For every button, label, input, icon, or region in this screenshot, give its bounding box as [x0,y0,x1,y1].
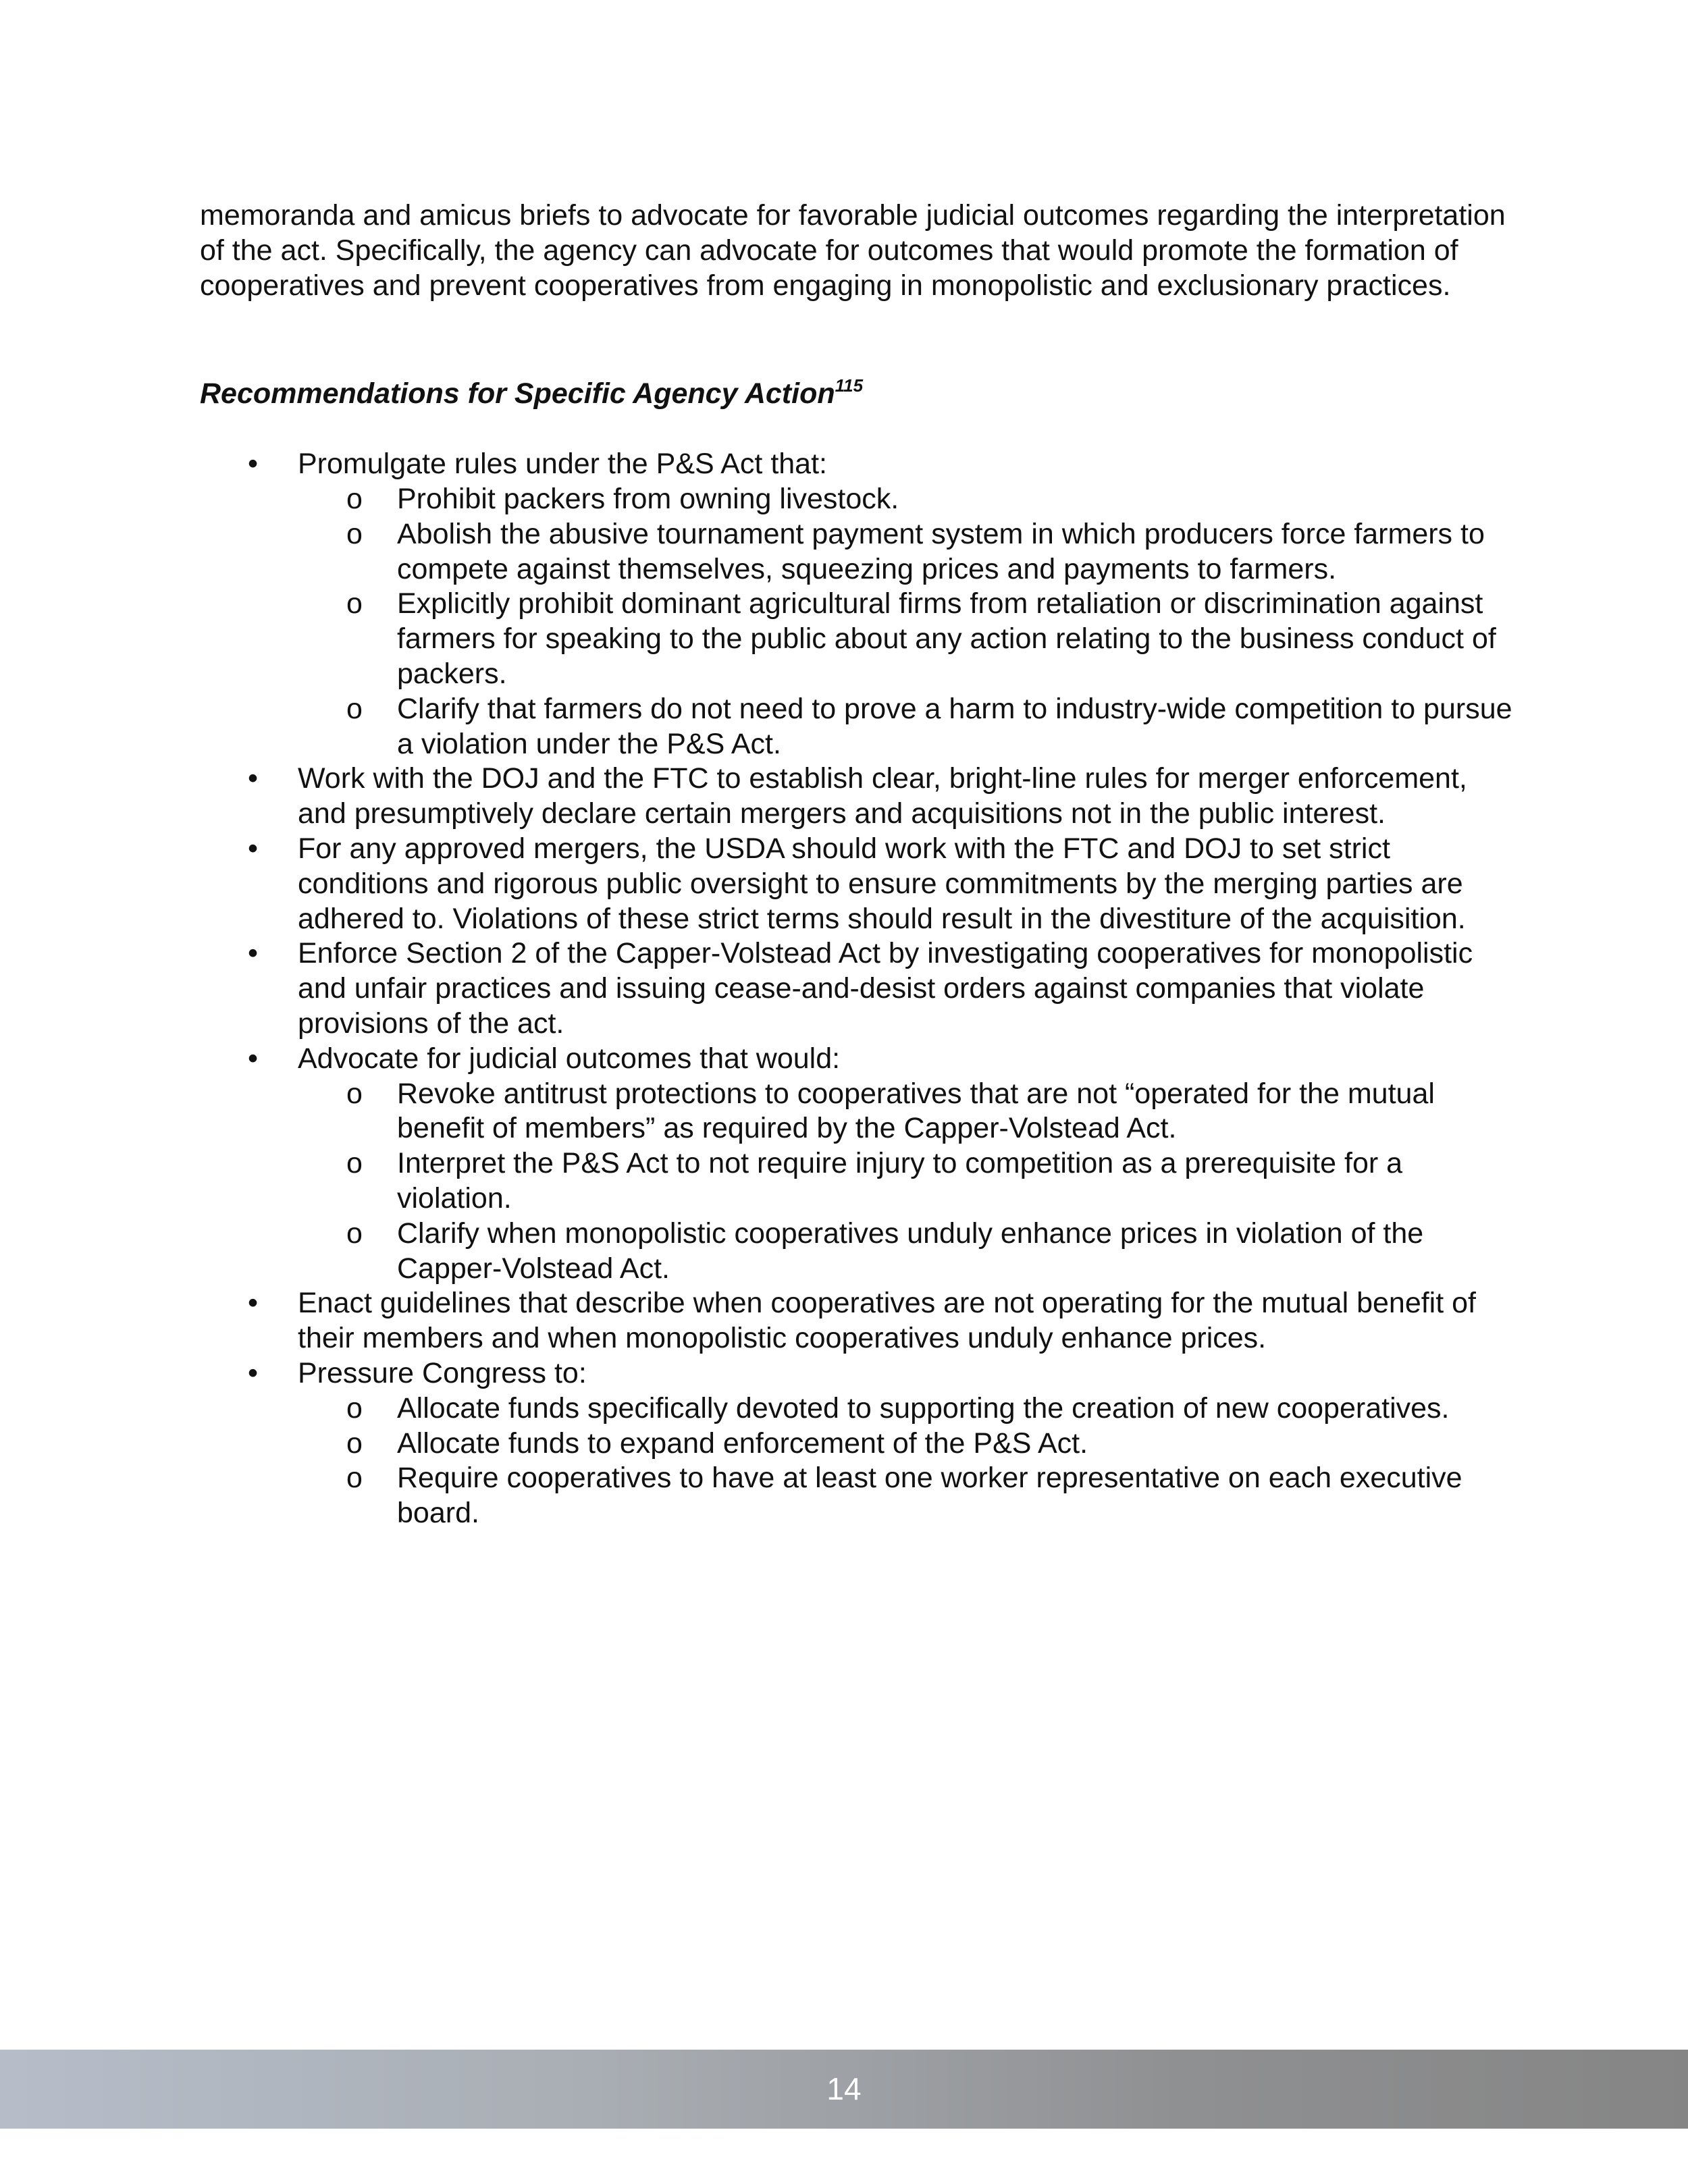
sub-item: o Explicitly prohibit dominant agricultural firms from retaliation or discrimination against farmers for speaking to the public about any action relating to the business conduct of packers. [298,587,1516,691]
sub-item: o Interpret the P&S Act to not require injury to competition as a prerequisite for a violation. [298,1146,1516,1217]
sub-item: o Clarify that farmers do not need to prove a harm to industry-wide competition to pursue a violation under the P&S Act. [298,692,1516,762]
recommendation-item [200,1042,1516,1287]
recommendation-text: Enact guidelines that describe when cooperatives are not operating for the mutual benefit of their members and when monopolistic cooperatives unduly enhance prices. [298,1287,1476,1355]
sub-item: o Require cooperatives to have at least one worker representative on each executive board. [298,1461,1516,1531]
sub-item: o Revoke antitrust protections to cooperatives that are not “operated for the mutual benefit of members” as required by the Capper-Volstead Act. [298,1077,1516,1147]
recommendation-item [200,762,1516,832]
sub-list [298,1391,1516,1531]
recommendation-text: Promulgate rules under the P&S Act that: [298,448,827,481]
sub-list [298,1077,1516,1287]
recommendation-text: Enforce Section 2 of the Capper-Volstead Act by investigating cooperatives for monopolistic and unfair practices and issuing cease-and-desist orders against companies that violate provisions of the act. [298,937,1473,1040]
recommendation-text: Work with the DOJ and the FTC to establish clear, bright-line rules for merger enforcement, and presumptively declare certain mergers and acquisitions not in the public interest. [298,762,1467,830]
recommendation-list [200,447,1516,1531]
sub-item: o Abolish the abusive tournament payment system in which producers force farmers to compete against themselves, squeezing prices and payments to farmers. [298,517,1516,587]
recommendation-item [200,936,1516,1041]
section-heading-text: Recommendations for Specific Agency Action [200,377,835,410]
section-heading [200,377,1516,412]
recommendation-text: Advocate for judicial outcomes that would: [298,1042,841,1075]
sub-item: o Clarify when monopolistic cooperatives unduly enhance prices in violation of the Capper-Volstead Act. [298,1217,1516,1287]
intro-paragraph: memoranda and amicus briefs to advocate for favorable judicial outcomes regarding the interpretation of the act. Specifically, the agency can advocate for outcomes that would promote the formation of cooperatives and prevent cooperatives from engaging in monopolistic and exclusionary practices. [200,199,1506,302]
page-number: 14 [826,2071,862,2106]
recommendation-item [200,1356,1516,1531]
recommendation-item [200,1286,1516,1356]
sub-item: o Allocate funds specifically devoted to supporting the creation of new cooperatives. [298,1391,1516,1427]
recommendation-item [200,447,1516,762]
sub-list [298,482,1516,762]
recommendation-text: For any approved mergers, the USDA should work with the FTC and DOJ to set strict conditions and rigorous public oversight to ensure commitments by the merging parties are adhered to. Violations of these strict terms should result in the divestiture of the acquisition. [298,832,1466,935]
page-footer-bar [0,2050,1688,2129]
page-body [200,198,1516,1531]
recommendation-text: Pressure Congress to: [298,1356,587,1389]
sub-item: o Allocate funds to expand enforcement of the P&S Act. [298,1427,1516,1462]
recommendation-item [200,832,1516,936]
sub-item: o Prohibit packers from owning livestock. [298,482,1516,517]
footnote-reference: 115 [835,375,864,396]
